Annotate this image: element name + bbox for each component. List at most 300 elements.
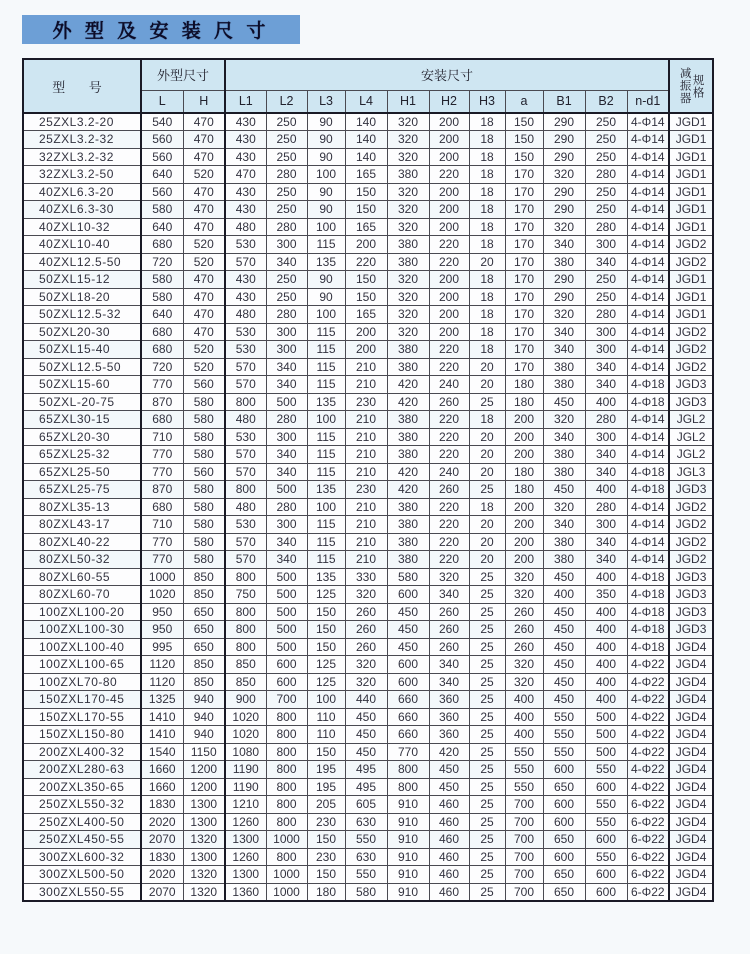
value-cell: 380 [387, 533, 429, 551]
page-title: 外 型 及 安 装 尺 寸 [22, 15, 300, 44]
value-cell: 700 [505, 883, 543, 901]
sub-column-header-h: H [183, 90, 225, 113]
damper-spec-cell: JGD1 [669, 113, 713, 131]
sub-column-header-a: a [505, 90, 543, 113]
model-cell: 250ZXL550-32 [23, 796, 141, 814]
col-group-installation-dimensions: 安装尺寸 [225, 59, 669, 90]
model-cell: 50ZXL15-12 [23, 271, 141, 289]
value-cell: 280 [266, 218, 307, 236]
value-cell: 25 [469, 813, 505, 831]
value-cell: 320 [543, 411, 585, 429]
value-cell: 520 [183, 253, 225, 271]
value-cell: 210 [345, 463, 387, 481]
value-cell: 260 [429, 603, 469, 621]
value-cell: 1000 [266, 883, 307, 901]
value-cell: 1190 [225, 778, 266, 796]
value-cell: 470 [183, 288, 225, 306]
value-cell: 140 [345, 148, 387, 166]
table-row [23, 411, 713, 429]
value-cell: 940 [183, 726, 225, 744]
value-cell: 1080 [225, 743, 266, 761]
value-cell: 500 [585, 743, 627, 761]
value-cell: 290 [543, 131, 585, 149]
table-row [23, 778, 713, 796]
value-cell: 640 [141, 166, 183, 184]
value-cell: 520 [183, 341, 225, 359]
value-cell: 170 [505, 288, 543, 306]
value-cell: 4-Φ18 [627, 603, 669, 621]
value-cell: 260 [345, 603, 387, 621]
value-cell: 330 [345, 568, 387, 586]
value-cell: 200 [429, 323, 469, 341]
value-cell: 140 [345, 131, 387, 149]
model-cell: 300ZXL550-55 [23, 883, 141, 901]
table-row [23, 201, 713, 219]
value-cell: 550 [543, 743, 585, 761]
value-cell: 770 [141, 446, 183, 464]
value-cell: 220 [429, 341, 469, 359]
value-cell: 170 [505, 358, 543, 376]
sub-column-header-h2: H2 [429, 90, 469, 113]
value-cell: 210 [345, 411, 387, 429]
value-cell: 6-Φ22 [627, 866, 669, 884]
value-cell: 4-Φ22 [627, 761, 669, 779]
model-cell: 65ZXL25-32 [23, 446, 141, 464]
value-cell: 205 [307, 796, 345, 814]
model-cell: 50ZXL15-60 [23, 376, 141, 394]
value-cell: 18 [469, 323, 505, 341]
value-cell: 210 [345, 358, 387, 376]
value-cell: 680 [141, 236, 183, 254]
table-row [23, 533, 713, 551]
value-cell: 280 [266, 306, 307, 324]
value-cell: 4-Φ14 [627, 201, 669, 219]
model-cell: 100ZXL100-65 [23, 656, 141, 674]
value-cell: 25 [469, 778, 505, 796]
value-cell: 500 [266, 603, 307, 621]
value-cell: 200 [429, 218, 469, 236]
value-cell: 420 [387, 376, 429, 394]
value-cell: 660 [387, 726, 429, 744]
damper-spec-cell: JGD4 [669, 796, 713, 814]
value-cell: 360 [429, 726, 469, 744]
value-cell: 320 [345, 656, 387, 674]
value-cell: 150 [307, 638, 345, 656]
value-cell: 25 [469, 603, 505, 621]
table-row [23, 708, 713, 726]
value-cell: 4-Φ14 [627, 411, 669, 429]
table-row [23, 656, 713, 674]
value-cell: 1020 [225, 726, 266, 744]
value-cell: 440 [345, 691, 387, 709]
value-cell: 1120 [141, 656, 183, 674]
damper-spec-cell: JGD1 [669, 131, 713, 149]
value-cell: 340 [585, 376, 627, 394]
damper-spec-cell: JGD4 [669, 743, 713, 761]
model-cell: 80ZXL60-55 [23, 568, 141, 586]
value-cell: 560 [183, 376, 225, 394]
value-cell: 18 [469, 166, 505, 184]
value-cell: 20 [469, 463, 505, 481]
value-cell: 540 [141, 113, 183, 131]
value-cell: 850 [183, 568, 225, 586]
value-cell: 580 [183, 498, 225, 516]
value-cell: 850 [183, 586, 225, 604]
value-cell: 1830 [141, 796, 183, 814]
value-cell: 850 [225, 673, 266, 691]
value-cell: 400 [585, 691, 627, 709]
value-cell: 4-Φ14 [627, 166, 669, 184]
value-cell: 1325 [141, 691, 183, 709]
value-cell: 910 [387, 866, 429, 884]
value-cell: 870 [141, 393, 183, 411]
value-cell: 580 [183, 551, 225, 569]
value-cell: 550 [543, 708, 585, 726]
value-cell: 720 [141, 253, 183, 271]
value-cell: 470 [183, 183, 225, 201]
damper-spec-cell: JGD1 [669, 288, 713, 306]
value-cell: 380 [543, 376, 585, 394]
value-cell: 480 [225, 218, 266, 236]
value-cell: 20 [469, 551, 505, 569]
value-cell: 380 [387, 411, 429, 429]
value-cell: 200 [505, 428, 543, 446]
value-cell: 320 [543, 498, 585, 516]
value-cell: 25 [469, 586, 505, 604]
value-cell: 280 [585, 411, 627, 429]
value-cell: 6-Φ22 [627, 883, 669, 901]
value-cell: 25 [469, 831, 505, 849]
value-cell: 720 [141, 358, 183, 376]
table-row [23, 866, 713, 884]
value-cell: 115 [307, 341, 345, 359]
value-cell: 6-Φ22 [627, 848, 669, 866]
value-cell: 240 [429, 376, 469, 394]
value-cell: 340 [543, 428, 585, 446]
value-cell: 910 [387, 883, 429, 901]
value-cell: 500 [266, 638, 307, 656]
value-cell: 4-Φ14 [627, 113, 669, 131]
value-cell: 800 [266, 743, 307, 761]
table-header [23, 59, 713, 113]
value-cell: 4-Φ18 [627, 481, 669, 499]
value-cell: 600 [387, 673, 429, 691]
value-cell: 18 [469, 183, 505, 201]
value-cell: 6-Φ22 [627, 796, 669, 814]
model-cell: 65ZXL30-15 [23, 411, 141, 429]
value-cell: 230 [345, 481, 387, 499]
value-cell: 550 [585, 848, 627, 866]
value-cell: 115 [307, 446, 345, 464]
value-cell: 360 [429, 708, 469, 726]
model-cell: 80ZXL60-70 [23, 586, 141, 604]
value-cell: 1000 [266, 866, 307, 884]
value-cell: 260 [505, 603, 543, 621]
value-cell: 500 [585, 708, 627, 726]
table-row [23, 743, 713, 761]
value-cell: 25 [469, 673, 505, 691]
value-cell: 4-Φ18 [627, 393, 669, 411]
value-cell: 680 [141, 323, 183, 341]
value-cell: 1320 [183, 866, 225, 884]
value-cell: 170 [505, 183, 543, 201]
value-cell: 380 [387, 358, 429, 376]
value-cell: 25 [469, 726, 505, 744]
value-cell: 4-Φ14 [627, 533, 669, 551]
value-cell: 250 [266, 183, 307, 201]
value-cell: 18 [469, 306, 505, 324]
value-cell: 280 [266, 498, 307, 516]
value-cell: 400 [505, 691, 543, 709]
value-cell: 2070 [141, 831, 183, 849]
value-cell: 1660 [141, 778, 183, 796]
value-cell: 650 [183, 621, 225, 639]
value-cell: 600 [585, 831, 627, 849]
value-cell: 495 [345, 778, 387, 796]
table-row [23, 148, 713, 166]
value-cell: 650 [543, 883, 585, 901]
value-cell: 4-Φ18 [627, 638, 669, 656]
value-cell: 4-Φ22 [627, 708, 669, 726]
value-cell: 600 [585, 883, 627, 901]
value-cell: 900 [225, 691, 266, 709]
value-cell: 170 [505, 253, 543, 271]
value-cell: 18 [469, 498, 505, 516]
value-cell: 320 [387, 183, 429, 201]
value-cell: 605 [345, 796, 387, 814]
value-cell: 200 [345, 323, 387, 341]
table-row [23, 638, 713, 656]
model-cell: 65ZXL25-75 [23, 481, 141, 499]
value-cell: 200 [505, 498, 543, 516]
value-cell: 640 [141, 306, 183, 324]
value-cell: 470 [183, 201, 225, 219]
table-row [23, 813, 713, 831]
value-cell: 210 [345, 516, 387, 534]
value-cell: 210 [345, 498, 387, 516]
value-cell: 470 [183, 148, 225, 166]
value-cell: 580 [387, 568, 429, 586]
table-row [23, 691, 713, 709]
value-cell: 260 [505, 638, 543, 656]
value-cell: 200 [429, 288, 469, 306]
value-cell: 180 [505, 481, 543, 499]
value-cell: 1260 [225, 848, 266, 866]
value-cell: 450 [543, 481, 585, 499]
damper-spec-cell: JGD1 [669, 306, 713, 324]
sub-column-header-l2: L2 [266, 90, 307, 113]
value-cell: 340 [543, 341, 585, 359]
value-cell: 380 [387, 446, 429, 464]
value-cell: 380 [387, 341, 429, 359]
value-cell: 1300 [183, 813, 225, 831]
value-cell: 180 [505, 463, 543, 481]
value-cell: 200 [505, 533, 543, 551]
value-cell: 530 [225, 236, 266, 254]
value-cell: 200 [429, 183, 469, 201]
value-cell: 290 [543, 148, 585, 166]
value-cell: 570 [225, 253, 266, 271]
table-row [23, 673, 713, 691]
model-cell: 300ZXL500-50 [23, 866, 141, 884]
value-cell: 460 [429, 883, 469, 901]
damper-spec-cell: JGL2 [669, 446, 713, 464]
value-cell: 280 [585, 306, 627, 324]
value-cell: 910 [387, 848, 429, 866]
value-cell: 770 [141, 376, 183, 394]
value-cell: 220 [429, 446, 469, 464]
value-cell: 18 [469, 411, 505, 429]
value-cell: 100 [307, 498, 345, 516]
model-cell: 80ZXL35-13 [23, 498, 141, 516]
value-cell: 18 [469, 148, 505, 166]
table-row [23, 428, 713, 446]
value-cell: 550 [505, 743, 543, 761]
model-cell: 150ZXL150-80 [23, 726, 141, 744]
damper-spec-cell: JGD4 [669, 726, 713, 744]
sub-column-header-l3: L3 [307, 90, 345, 113]
value-cell: 4-Φ18 [627, 568, 669, 586]
damper-spec-cell: JGD3 [669, 393, 713, 411]
value-cell: 650 [543, 866, 585, 884]
value-cell: 800 [225, 481, 266, 499]
value-cell: 320 [505, 586, 543, 604]
value-cell: 210 [345, 446, 387, 464]
value-cell: 380 [543, 446, 585, 464]
value-cell: 1200 [183, 778, 225, 796]
value-cell: 220 [429, 428, 469, 446]
sub-column-header-l: L [141, 90, 183, 113]
damper-spec-cell: JGD4 [669, 778, 713, 796]
table-row [23, 323, 713, 341]
value-cell: 340 [585, 463, 627, 481]
model-cell: 100ZXL100-20 [23, 603, 141, 621]
value-cell: 240 [429, 463, 469, 481]
value-cell: 380 [543, 533, 585, 551]
value-cell: 320 [387, 323, 429, 341]
value-cell: 800 [266, 726, 307, 744]
value-cell: 115 [307, 376, 345, 394]
value-cell: 100 [307, 306, 345, 324]
value-cell: 700 [505, 866, 543, 884]
value-cell: 800 [225, 638, 266, 656]
value-cell: 800 [266, 813, 307, 831]
damper-spec-cell: JGD2 [669, 323, 713, 341]
value-cell: 580 [183, 393, 225, 411]
value-cell: 700 [505, 813, 543, 831]
table-row [23, 393, 713, 411]
sub-column-header-h1: H1 [387, 90, 429, 113]
value-cell: 4-Φ14 [627, 271, 669, 289]
model-cell: 50ZXL12.5-32 [23, 306, 141, 324]
value-cell: 320 [387, 306, 429, 324]
model-cell: 50ZXL20-30 [23, 323, 141, 341]
model-cell: 300ZXL600-32 [23, 848, 141, 866]
table-row [23, 358, 713, 376]
value-cell: 125 [307, 656, 345, 674]
value-cell: 200 [505, 446, 543, 464]
sub-column-header-b2: B2 [585, 90, 627, 113]
value-cell: 380 [387, 498, 429, 516]
value-cell: 220 [429, 551, 469, 569]
value-cell: 150 [307, 831, 345, 849]
value-cell: 320 [505, 568, 543, 586]
value-cell: 580 [183, 481, 225, 499]
value-cell: 150 [505, 113, 543, 131]
value-cell: 480 [225, 498, 266, 516]
value-cell: 430 [225, 148, 266, 166]
value-cell: 940 [183, 691, 225, 709]
value-cell: 530 [225, 516, 266, 534]
value-cell: 660 [387, 691, 429, 709]
value-cell: 250 [585, 183, 627, 201]
value-cell: 400 [585, 603, 627, 621]
value-cell: 250 [266, 113, 307, 131]
value-cell: 25 [469, 638, 505, 656]
value-cell: 340 [266, 376, 307, 394]
value-cell: 340 [429, 656, 469, 674]
value-cell: 25 [469, 708, 505, 726]
value-cell: 420 [387, 463, 429, 481]
value-cell: 170 [505, 218, 543, 236]
value-cell: 4-Φ22 [627, 743, 669, 761]
value-cell: 600 [266, 673, 307, 691]
value-cell: 400 [505, 726, 543, 744]
table-row [23, 481, 713, 499]
value-cell: 470 [183, 306, 225, 324]
value-cell: 280 [266, 166, 307, 184]
value-cell: 4-Φ14 [627, 516, 669, 534]
value-cell: 290 [543, 183, 585, 201]
value-cell: 580 [183, 428, 225, 446]
damper-spec-cell: JGD4 [669, 831, 713, 849]
value-cell: 800 [225, 621, 266, 639]
value-cell: 460 [429, 796, 469, 814]
table-row [23, 726, 713, 744]
value-cell: 420 [387, 393, 429, 411]
value-cell: 340 [266, 551, 307, 569]
value-cell: 4-Φ18 [627, 463, 669, 481]
value-cell: 430 [225, 288, 266, 306]
value-cell: 90 [307, 183, 345, 201]
table-row [23, 568, 713, 586]
value-cell: 250 [266, 288, 307, 306]
value-cell: 450 [429, 761, 469, 779]
value-cell: 570 [225, 376, 266, 394]
value-cell: 4-Φ14 [627, 358, 669, 376]
value-cell: 650 [543, 831, 585, 849]
value-cell: 600 [387, 586, 429, 604]
value-cell: 470 [183, 113, 225, 131]
value-cell: 1360 [225, 883, 266, 901]
value-cell: 530 [225, 428, 266, 446]
value-cell: 460 [429, 848, 469, 866]
value-cell: 300 [266, 323, 307, 341]
value-cell: 180 [505, 393, 543, 411]
value-cell: 710 [141, 516, 183, 534]
table-row [23, 446, 713, 464]
damper-spec-cell: JGD3 [669, 586, 713, 604]
value-cell: 560 [141, 183, 183, 201]
value-cell: 430 [225, 271, 266, 289]
table-row [23, 271, 713, 289]
damper-spec-cell: JGD3 [669, 376, 713, 394]
value-cell: 800 [225, 393, 266, 411]
value-cell: 400 [585, 568, 627, 586]
value-cell: 600 [585, 778, 627, 796]
value-cell: 680 [141, 411, 183, 429]
value-cell: 220 [429, 253, 469, 271]
